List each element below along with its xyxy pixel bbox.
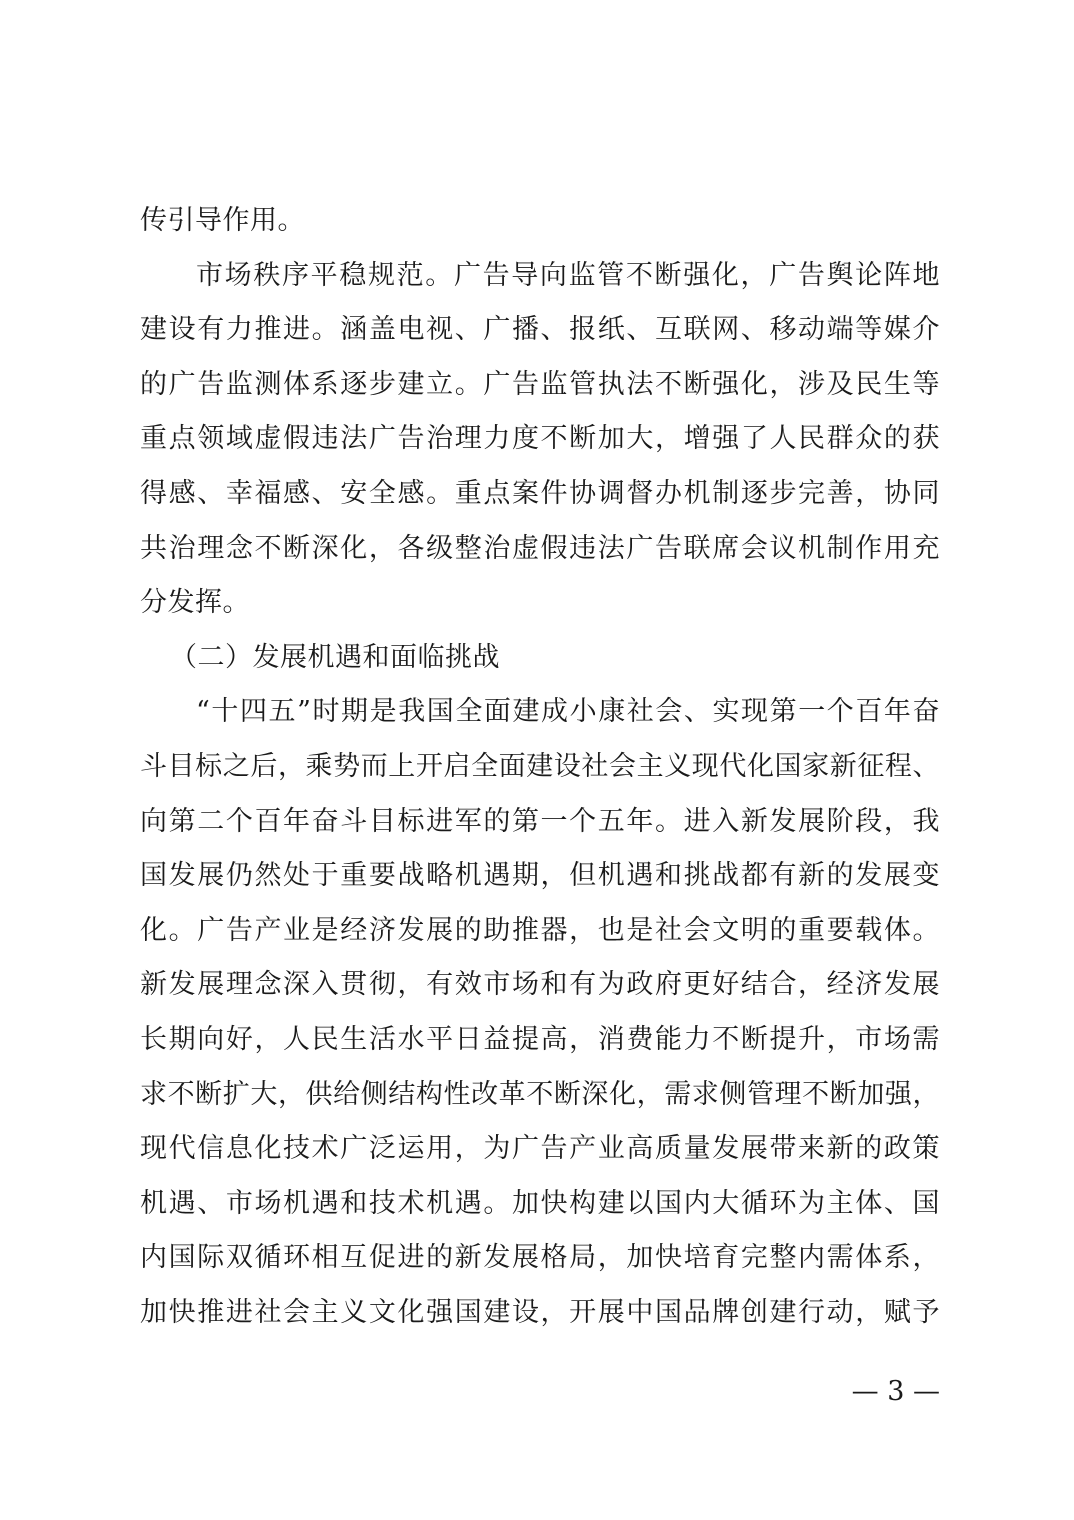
- text-line: 求不断扩大，供给侧结构性改革不断深化，需求侧管理不断加强，: [140, 1078, 940, 1110]
- text-line: 国发展仍然处于重要战略机遇期，但机遇和挑战都有新的发展变: [140, 860, 940, 892]
- text-line: 化。广告产业是经济发展的助推器，也是社会文明的重要载体。: [140, 914, 940, 946]
- text-line: 新发展理念深入贯彻，有效市场和有为政府更好结合，经济发展: [140, 969, 940, 1001]
- paragraph-first-line: 市场秩序平稳规范。广告导向监管不断强化，广告舆论阵地: [196, 259, 940, 291]
- text-line: 分发挥。: [140, 587, 250, 619]
- text-line: 建设有力推进。涵盖电视、广播、报纸、互联网、移动端等媒介: [140, 314, 940, 346]
- section-heading: （二）发展机遇和面临挑战: [170, 641, 500, 673]
- text-line: 传引导作用。: [140, 205, 305, 236]
- text-line: 向第二个百年奋斗目标进军的第一个五年。进入新发展阶段，我: [140, 805, 940, 837]
- text-line: 共治理念不断深化，各级整治虚假违法广告联席会议机制作用充: [140, 532, 940, 564]
- text-line: 长期向好，人民生活水平日益提高，消费能力不断提升，市场需: [140, 1023, 940, 1055]
- text-line: 现代信息化技术广泛运用，为广告产业高质量发展带来新的政策: [140, 1133, 940, 1165]
- page-number: — 3 —: [851, 1376, 940, 1407]
- body-text: [140, 194, 940, 1340]
- text-line: 内国际双循环相互促进的新发展格局，加快培育完整内需体系，: [140, 1242, 940, 1274]
- paragraph-first-line: “十四五”时期是我国全面建成小康社会、实现第一个百年奋: [196, 696, 940, 728]
- text-line: 加快推进社会主义文化强国建设，开展中国品牌创建行动，赋予: [140, 1296, 940, 1328]
- text-line: 重点领域虚假违法广告治理力度不断加大，增强了人民群众的获: [140, 423, 940, 455]
- text-line: 斗目标之后，乘势而上开启全面建设社会主义现代化国家新征程、: [140, 750, 940, 782]
- text-line: 机遇、市场机遇和技术机遇。加快构建以国内大循环为主体、国: [140, 1187, 940, 1219]
- text-line: 得感、幸福感、安全感。重点案件协调督办机制逐步完善，协同: [140, 477, 940, 509]
- text-line: 的广告监测体系逐步建立。广告监管执法不断强化，涉及民生等: [140, 368, 940, 400]
